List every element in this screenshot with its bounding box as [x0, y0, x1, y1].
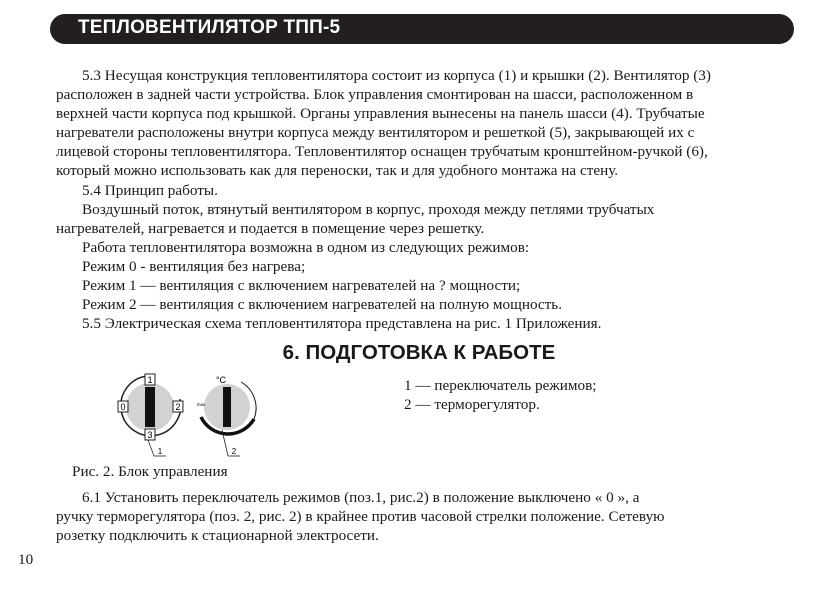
legend-item-mode-switch: 1 — переключатель режимов;: [404, 377, 597, 394]
mode-1: Режим 1 — вентиляция с включением нагревателей на ? мощности;: [82, 277, 521, 295]
callout-2: 2: [231, 447, 237, 456]
thermostat-knob: [197, 375, 256, 434]
paragraph-5-3: 5.3 Несущая конструкция тепловентилятора состоит из корпуса (1) и крышки (2). Вентилятор (3): [82, 67, 711, 84]
thermo-symbol: °C: [215, 375, 227, 385]
callout-1: 1: [157, 447, 163, 456]
mode-label-2: 2: [175, 402, 181, 412]
figure-caption: Рис. 2. Блок управления: [72, 463, 228, 480]
paragraph-5-4: 5.4 Принцип работы.: [82, 181, 218, 199]
section-heading: 6. ПОДГОТОВКА К РАБОТЕ: [282, 341, 556, 364]
mode-2: Режим 2 — вентиляция с включением нагревателей на полную мощность.: [82, 296, 563, 314]
control-block-diagram: [110, 370, 270, 460]
paragraph-5-3-cont: расположен в задней части устройства. Блок управления смонтирован на шасси, расположенном в верхней части корпуса под крышкой. Органы управления вынесены на панель шасси (4). Трубчатые нагреватели расположены внутри корпуса между вентилятором и решеткой (5), закрывающей их с лицевой стороны тепловентилятора. Тепловентилятор оснащен трубчатым кронштейном-ручкой (6), который можно использовать как для переноски, так и для удобного монтажа на стену.: [56, 86, 708, 180]
diagram-legend: [404, 376, 597, 414]
paragraph-airflow-cont: нагревателей, нагревается и подается в помещение через решетку.: [56, 219, 485, 237]
paragraph-5-5: 5.5 Электрическая схема тепловентилятора представлена на рис. 1 Приложения.: [82, 315, 602, 333]
paragraph-6-1: 6.1 Установить переключатель режимов (поз.1, рис.2) в положение выключено « 0 », а ручку терморегулятора (поз. 2, рис. 2) в крайнее против часовой стрелки положение. Сетевую розетку подключить к стационарной электросети.: [56, 489, 665, 545]
paragraph-airflow: Воздушный поток, втянутый вентилятором в корпус, проходя между петлями трубчатых: [82, 200, 655, 218]
mode-0: Режим 0 - вентиляция без нагрева;: [82, 257, 306, 275]
mode-switch-knob: [118, 374, 183, 440]
page-number: 10: [18, 551, 34, 568]
header-title: ТЕПЛОВЕНТИЛЯТОР ТПП-5: [78, 17, 341, 38]
body-section-5: [56, 66, 796, 333]
legend-item-thermostat: 2 — терморегулятор.: [404, 396, 540, 413]
mode-label-0: 0: [120, 402, 126, 412]
header-bar: [50, 14, 794, 44]
paragraph-modes-intro: Работа тепловентилятора возможна в одном из следующих режимов:: [82, 238, 530, 256]
thermo-max-text: max: [196, 402, 206, 407]
mode-label-3: 3: [147, 430, 153, 440]
mode-label-1: 1: [147, 375, 153, 385]
